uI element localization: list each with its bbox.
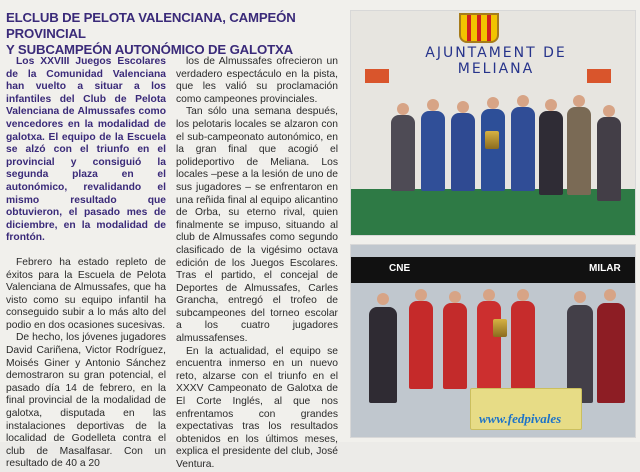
text-column-left [6, 56, 166, 471]
paragraph-champions: los de Almussafes ofrecieron un verdadero espectáculo en la pista, que les valió su proclamación como campeones provinciales. [176, 56, 338, 105]
paragraph-players: De hecho, los jóvenes jugadores David Cariñena, Victor Rodríguez, Moisés Giner y Antonio Sánchez demostraron su gran potencial, el pasado día 14 de febrero, en la final provincial de la modalidad de galotxa, disputada en las instalaciones deportivas de la localidad de Godelleta contra el club de Masalfasar. Con un resultado de 40 a 20 [6, 332, 166, 470]
sponsor-logo-right: MILAR [589, 263, 621, 274]
text-column-right [176, 56, 338, 472]
title-line-1: ELCLUB DE PELOTA VALENCIANA, CAMPEÓN PROVINCIAL [6, 10, 296, 41]
lead-paragraph: Los XXVIII Juegos Escolares de la Comunidad Valenciana han vuelto a situar a los infantiles del Club de Pelota Valenciana de Almussafes como vencedores en la modalidad de galotxa. El equipo de la Escuela se alzó con el triunfo en el provincial y consiguió la segunda plaza en el autonómico, revalidando el mismo resultado que obtuvieron, el pasado mes de diciembre, en la modalidad de frontón. [6, 56, 166, 244]
article-title [6, 10, 342, 58]
paragraph-february: Febrero ha estado repleto de éxitos para la Escuela de Pelota Valenciana de Almussafes, que ha visto como su equipo infantil ha conseguido subir a lo más alto del podio en dos ocasiones sucesivas. [6, 256, 166, 331]
site-watermark [470, 388, 582, 430]
paragraph-corte-ingles: En la actualidad, el equipo se encuentra inmerso en un nuevo reto, alzarse con el triunfo en el XXXV Campeonato de Galotxa de El Corte Inglés, al que nos enfrentamos con grandes expectativas tras los resultados obtenidos en los últimos meses, explica el presidente del club, José Ventura. [176, 345, 338, 470]
photo-team-meliana [350, 10, 636, 236]
municipal-crest-icon [459, 13, 499, 43]
sponsor-logo-left: CNE [389, 263, 411, 274]
watermark-text: www.fedpivales [479, 411, 562, 426]
townhall-sign: AJUNTAMENT DE MELIANA [425, 45, 567, 77]
title-line-2: Y SUBCAMPEÓN AUTONÓMICO DE GALOTXA [6, 42, 293, 57]
paragraph-meliana-final: Tan sólo una semana después, los pelotaris locales se alzaron con el sub-campeonato autonómico, en la gran final que acogió el polideportivo de Meliana. Los locales –pese a la lesión de uno de sus jugadores – se enfrentaron en una reñida final al equipo alicantino de Orba, su eterno rival, quien finalmente se impuso, situando al club de Almussafes como segundo clasificado de la vigésimo octava edición de los Juegos Escolares. Tras el partido, el concejal de Deportes de Almussafes, Carles Grancha, entregó el trofeo de subcampeones del torneo escolar a los cuatro jugadores almussafenses. [176, 106, 338, 345]
